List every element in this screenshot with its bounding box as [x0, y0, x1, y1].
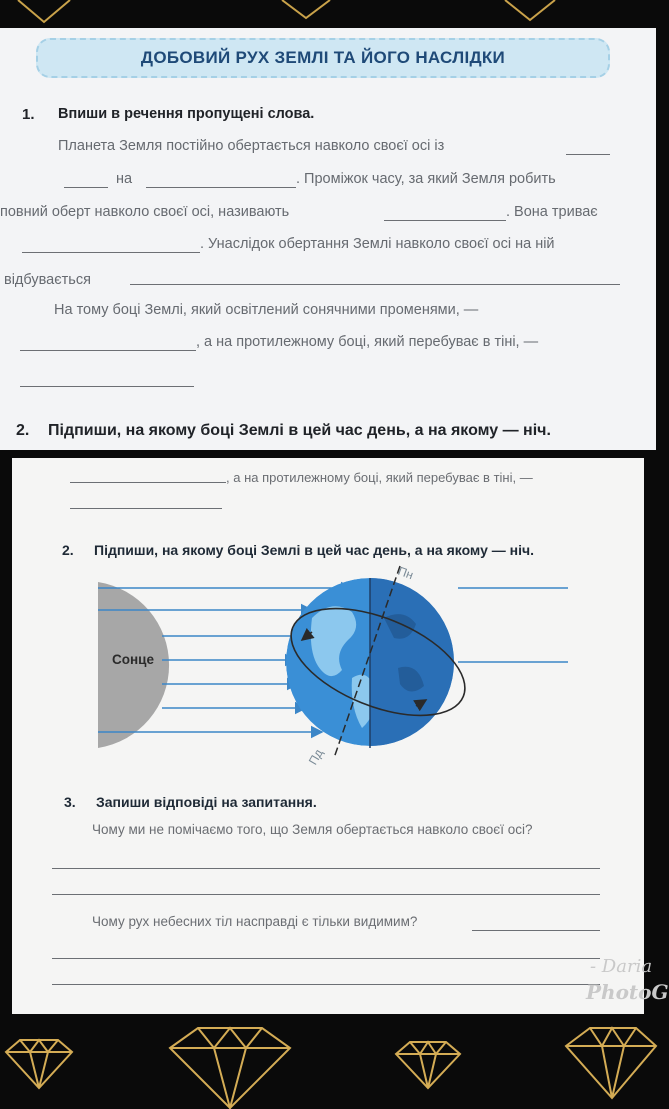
south-pole-label: Пд	[305, 746, 326, 768]
task3-question2: Чому рух небесних тіл насправді є тільки видимим?	[92, 914, 418, 929]
task1-line3b: . Вона триває	[506, 204, 598, 220]
title-banner	[36, 38, 610, 78]
task2-heading: Підпиши, на якому боці Землі в цей час день, а на якому — ніч.	[94, 542, 535, 558]
worksheet-page-1	[0, 28, 656, 450]
task3-number: 3.	[64, 794, 76, 810]
gold-diamond-decoration	[0, 1018, 656, 1109]
blank-field[interactable]	[22, 252, 200, 253]
blank-field[interactable]	[70, 508, 222, 509]
task1-line2b: . Проміжок часу, за який Земля робить	[296, 171, 556, 187]
task1-line5: відбувається	[4, 272, 91, 288]
blank-field[interactable]	[146, 187, 296, 188]
sun-label: Сонце	[112, 652, 154, 667]
page-title: ДОБОВИЙ РУХ ЗЕМЛІ ТА ЙОГО НАСЛІДКИ	[140, 48, 506, 67]
task1-line7: , а на протилежному боці, який перебуває в тіні, —	[196, 334, 539, 350]
task1-number: 1.	[22, 106, 35, 123]
blank-field[interactable]	[20, 386, 194, 387]
answer-line[interactable]	[52, 868, 600, 869]
worksheet-page-2	[12, 458, 669, 1014]
task1-line6: На тому боці Землі, який освітлений сонячними променями, —	[54, 302, 479, 318]
blank-field[interactable]	[130, 284, 620, 285]
gold-top-decoration	[0, 0, 656, 28]
blank-field[interactable]	[20, 350, 196, 351]
blank-field[interactable]	[64, 187, 108, 188]
task1-line1: Планета Земля постійно обертається навколо своєї осі із	[58, 138, 445, 154]
answer-line[interactable]	[472, 930, 600, 931]
blank-field[interactable]	[384, 220, 506, 221]
watermark-line2: PhotoG	[586, 980, 669, 1004]
task1-line4: . Унаслідок обертання Землі навколо своєї осі на ній	[200, 236, 555, 252]
north-pole-label: Пн	[396, 563, 416, 583]
answer-line[interactable]	[52, 984, 600, 985]
blank-field[interactable]	[566, 154, 610, 155]
diamond-icon	[6, 1040, 72, 1088]
task1-heading: Впиши в речення пропущені слова.	[58, 106, 315, 122]
blank-field[interactable]	[70, 482, 226, 483]
answer-line[interactable]	[52, 894, 600, 895]
task3-question1: Чому ми не помічаємо того, що Земля обертається навколо своєї осі?	[92, 822, 533, 837]
watermark-line1: - Daria	[590, 956, 653, 977]
diamond-icon	[396, 1042, 460, 1088]
task2-number: 2.	[16, 422, 30, 439]
task1-line2a: на	[116, 171, 133, 187]
task2-heading: Підпиши, на якому боці Землі в цей час день, а на якому — ніч.	[48, 422, 551, 439]
task3-heading: Запиши відповіді на запитання.	[96, 794, 317, 810]
diamond-icon	[566, 1028, 656, 1098]
answer-line[interactable]	[52, 958, 600, 959]
diamond-icon	[170, 1028, 290, 1108]
task2-number: 2.	[62, 542, 74, 558]
earth-rotation-diagram	[12, 558, 644, 778]
page2-line-top: , а на протилежному боці, який перебуває в тіні, —	[226, 470, 533, 485]
task1-line3a: повний оберт навколо своєї осі, називають	[0, 204, 290, 220]
